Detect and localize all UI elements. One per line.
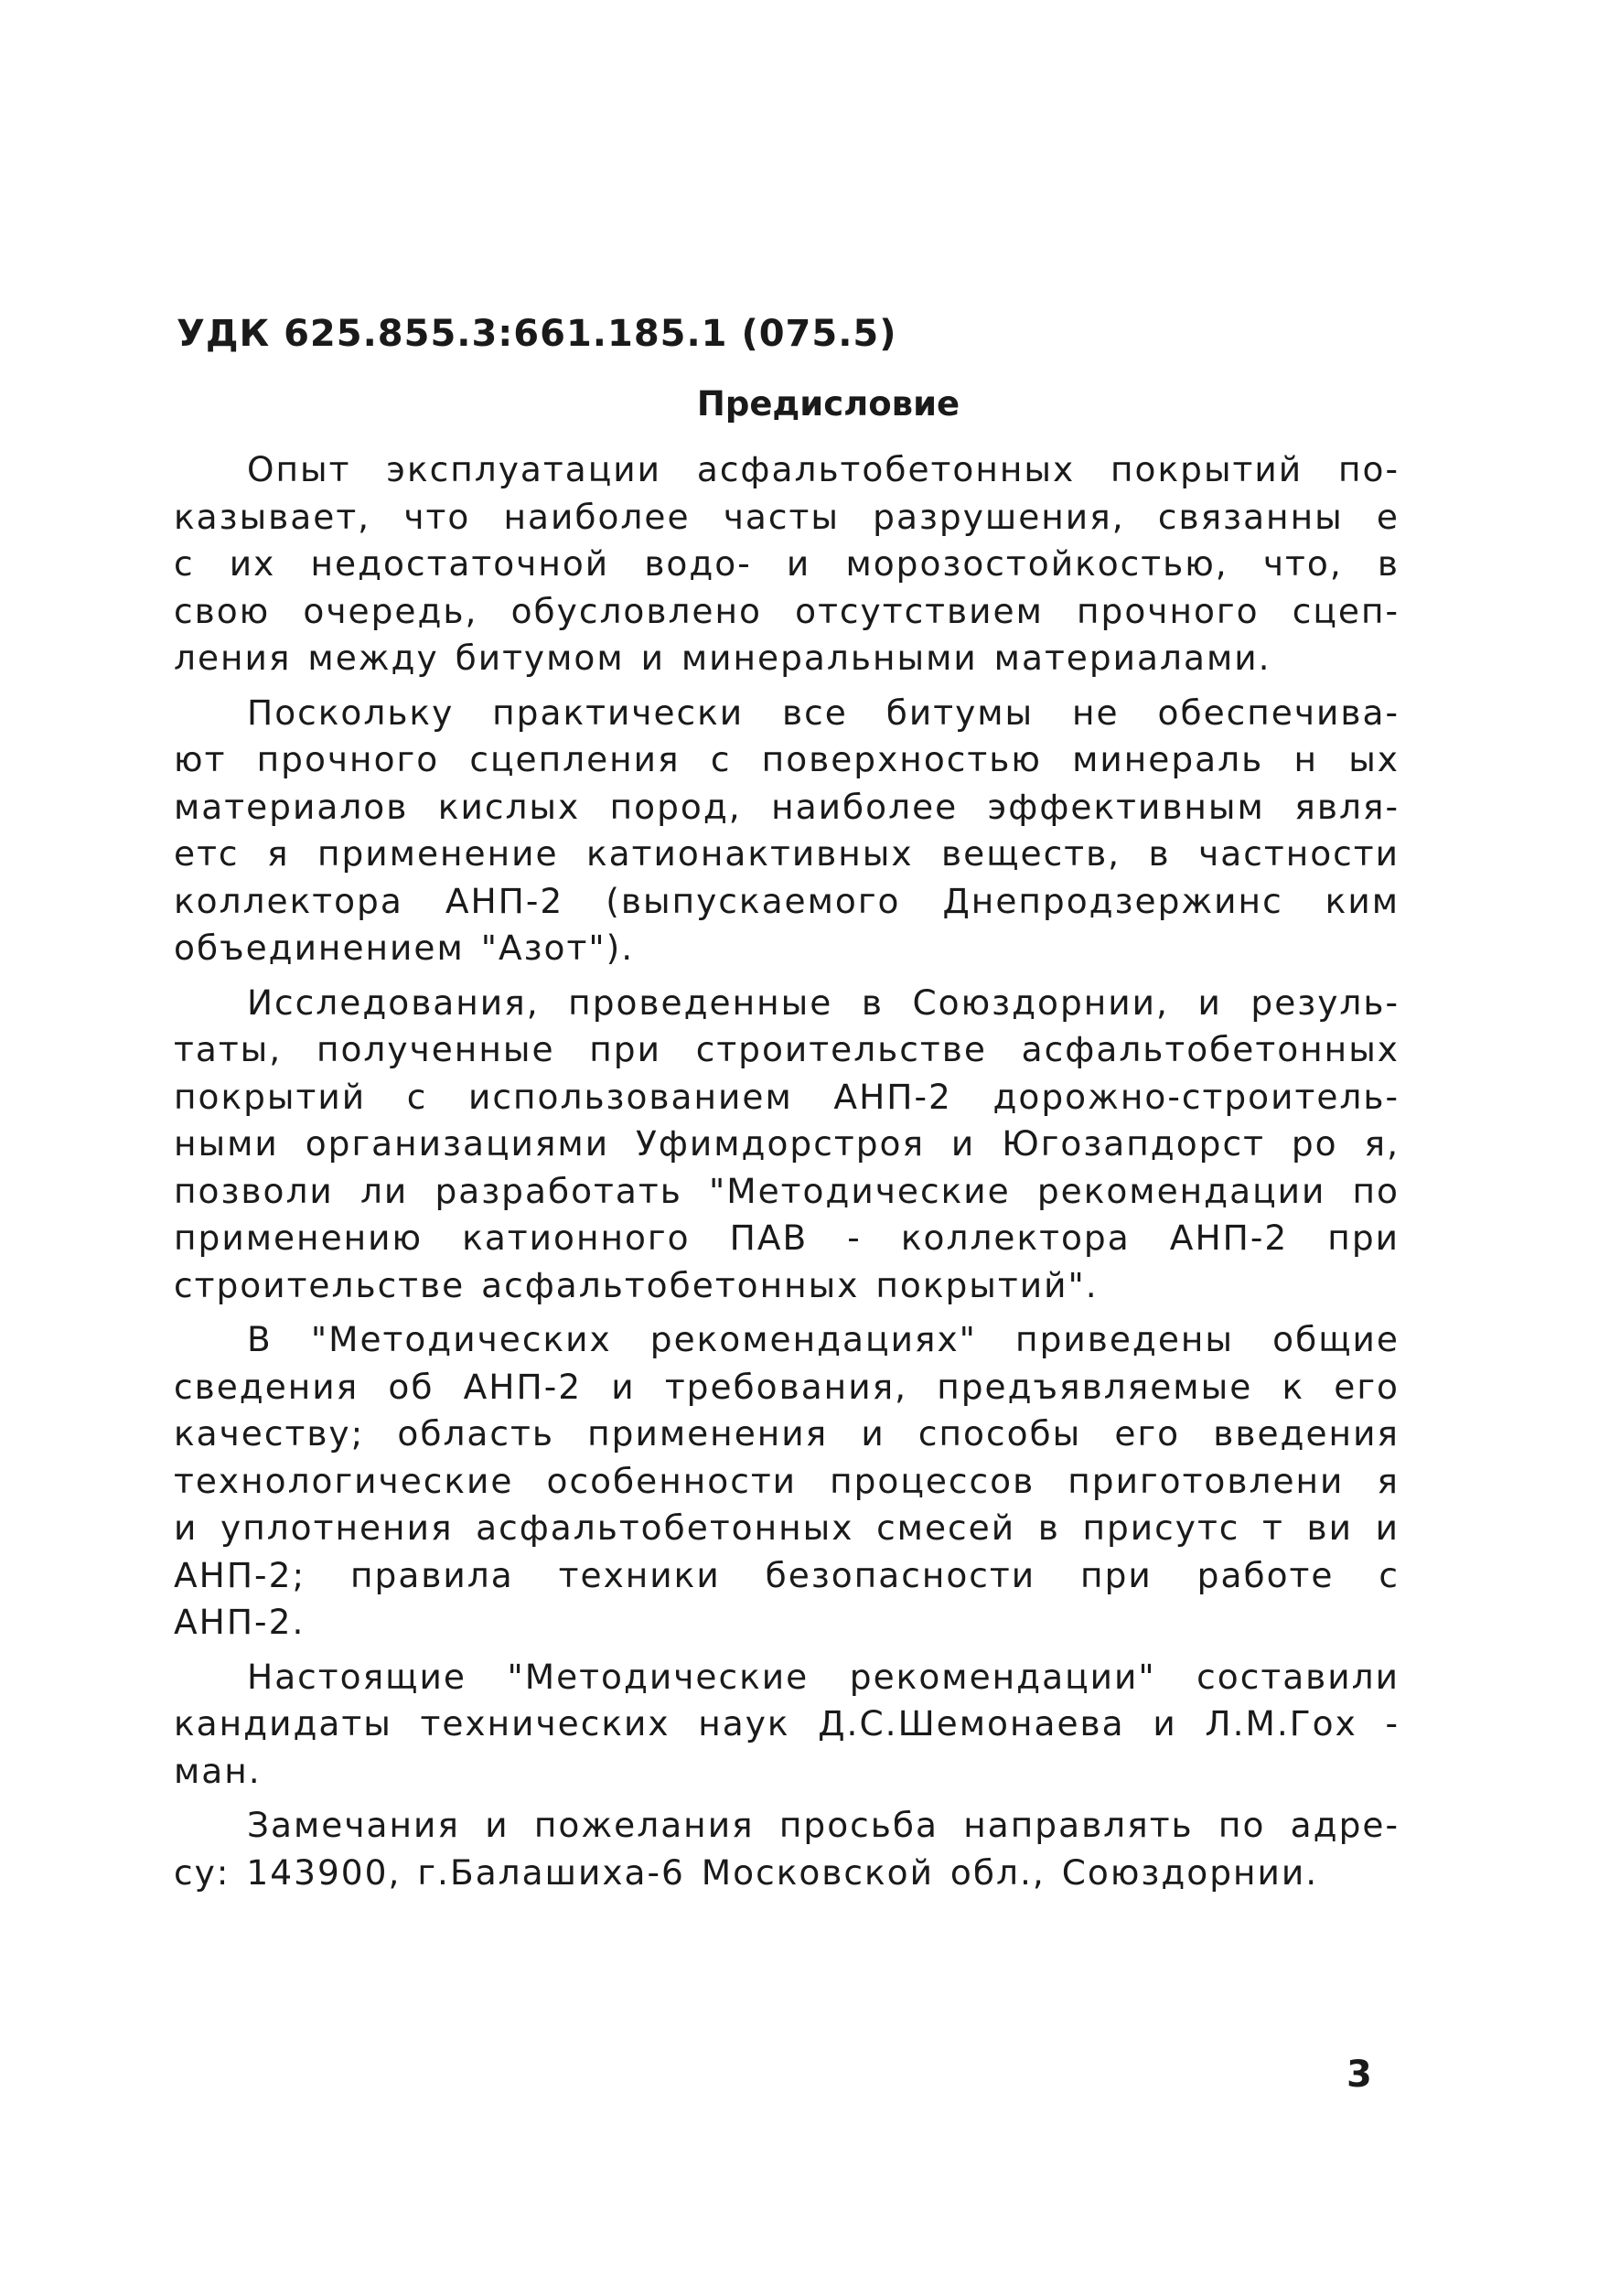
text-line: покрытий с использованием АНП-2 дорожно-строитель- — [174, 1076, 1400, 1117]
text-line: АНП-2; правила техники безопасности при работе с — [174, 1554, 1400, 1595]
text-line: Замечания и пожелания просьба направлять по адре- — [247, 1805, 1400, 1845]
text-line: В "Методических рекомендациях" приведены общие — [247, 1319, 1400, 1359]
text-line: ют прочного сцепления с поверхностью минераль н ых — [174, 739, 1400, 779]
text-line: ман. — [174, 1750, 262, 1791]
page-title: Предисловие — [696, 384, 960, 424]
text-line: материалов кислых пород, наиболее эффективным явля- — [174, 786, 1400, 827]
text-line: сведения об АНП-2 и требования, предъявляемые к его — [174, 1366, 1400, 1407]
text-line: объединением "Азот"). — [174, 928, 635, 968]
page-number: 3 — [1346, 2054, 1372, 2096]
text-line: Исследования, проведенные в Союздорнии, и резуль- — [247, 982, 1400, 1023]
text-line: с их недостаточной водо- и морозостойкостью, что, в — [174, 543, 1400, 584]
paragraph — [174, 446, 1400, 682]
text-line: Поскольку практически все битумы не обеспечива- — [247, 692, 1400, 733]
paragraph — [174, 690, 1400, 972]
text-line: таты, полученные при строительстве асфальтобетонных — [174, 1029, 1400, 1069]
text-line: применению катионного ПАВ - коллектора АНП-2 при — [174, 1218, 1400, 1258]
paragraph — [174, 1654, 1400, 1796]
text-line: ными организациями Уфимдорстроя и Югозапдорст ро я, — [174, 1123, 1400, 1164]
text-line: строительстве асфальтобетонных покрытий". — [174, 1264, 1099, 1305]
text-line: ления между битумом и минеральными материалами. — [174, 638, 1271, 678]
paragraph — [174, 980, 1400, 1310]
text-line: етс я применение катионактивных веществ, в частности — [174, 833, 1400, 874]
paragraph — [174, 1802, 1400, 1896]
udc-code: УДК 625.855.3:661.185.1 (075.5) — [177, 313, 897, 355]
text-line: Опыт эксплуатации асфальтобетонных покрытий по- — [247, 449, 1400, 489]
preface-body — [174, 446, 1400, 1904]
text-line: и уплотнения асфальтобетонных смесей в присутс т ви и — [174, 1507, 1400, 1548]
text-line: АНП-2. — [174, 1602, 306, 1642]
text-line: Настоящие "Методические рекомендации" составили — [247, 1656, 1400, 1697]
paragraph — [174, 1316, 1400, 1647]
text-line: коллектора АНП-2 (выпускаемого Днепродзержинс ким — [174, 880, 1400, 921]
text-line: казывает, что наиболее часты разрушения, связанны е — [174, 496, 1400, 537]
text-line: качеству; область применения и способы его введения — [174, 1413, 1400, 1454]
text-line: су: 143900, г.Балашиха-6 Московской обл., Союздорнии. — [174, 1851, 1319, 1893]
text-line: свою очередь, обусловлено отсутствием прочного сцеп- — [174, 590, 1400, 631]
text-line: позволи ли разработать "Методические рекомендации по — [174, 1170, 1400, 1211]
text-line: кандидаты технических наук Д.С.Шемонаева и Л.М.Гох - — [174, 1703, 1400, 1743]
text-line: технологические особенности процессов приготовлени я — [174, 1460, 1400, 1501]
